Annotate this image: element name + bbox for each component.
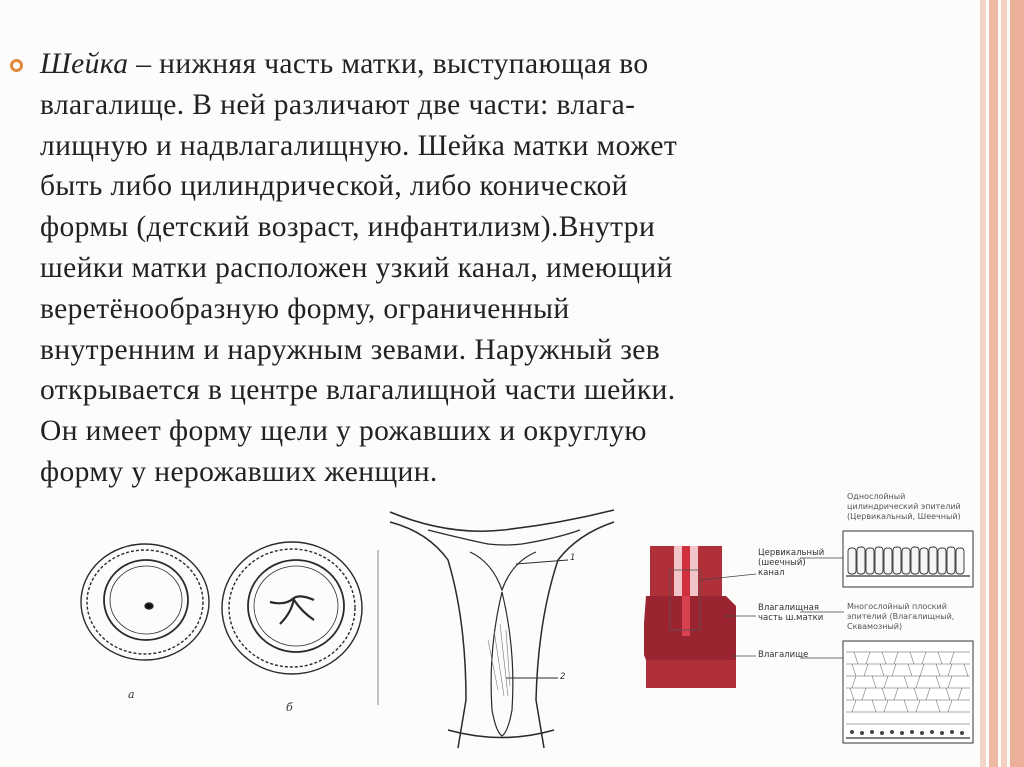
decor-stripe — [1001, 0, 1007, 767]
body-text — [40, 44, 920, 493]
text-line: быть либо цилиндрической, либо конической — [40, 170, 628, 203]
text-line — [40, 44, 920, 85]
label-text: (Цервикальный, Шеечный) — [847, 512, 961, 521]
label-text: Сквамозный) — [847, 622, 903, 631]
text-line: внутренним и наружным зевами. Наружный зев — [40, 333, 661, 366]
label-text: Влагалищная — [758, 603, 819, 613]
text-line: шейки матки расположен узкий канал, имеющий — [40, 251, 673, 284]
text-line: веретёнообразную форму, ограниченный — [40, 292, 570, 325]
decor-stripe — [989, 0, 998, 767]
sagittal-label-2: 2 — [560, 672, 566, 682]
text-line: лищную и надвлагалищную. Шейка матки может — [40, 129, 678, 162]
label-text: часть ш.матки — [758, 613, 824, 623]
label-text: цилиндрический эпителий — [847, 502, 961, 511]
text-line: влагалище. В ней различают две части: влага- — [40, 88, 636, 121]
bullet-icon — [10, 59, 23, 72]
figure-a-label: а — [128, 688, 135, 701]
sagittal-label-1: 1 — [570, 553, 576, 563]
decor-stripe — [980, 0, 986, 767]
label-text: эпителий (Влагалищный, — [847, 612, 955, 621]
squamous-epithelium-figure — [842, 640, 974, 744]
label-text: Цервикальный — [758, 548, 825, 558]
vagina-label: Влагалище — [758, 650, 809, 660]
decor-stripe — [1010, 0, 1024, 767]
external-os-figure — [70, 540, 380, 715]
text-line: формы (детский возраст, инфантилизм).Внутри — [40, 211, 656, 244]
columnar-epithelium-figure — [842, 530, 974, 588]
connector-lines — [800, 540, 845, 680]
label-text: Многослойный плоский — [847, 602, 947, 611]
term-sheika: Шейка — [40, 48, 129, 80]
text-line: форму у нерожавших женщин. — [40, 455, 438, 488]
label-text: (шеечный) — [758, 558, 806, 568]
epithelium-2-title — [847, 602, 954, 632]
cervix-canal-figure — [644, 540, 756, 690]
text-line: открывается в центре влагалищной части шейки. — [40, 374, 676, 407]
label-text: канал — [758, 568, 785, 578]
text-span: – нижняя часть матки, выступающая во — [128, 48, 649, 80]
epithelium-1-title — [847, 492, 961, 522]
label-text: Однослойный — [847, 492, 906, 501]
text-line: Он имеет форму щели у рожавших и округлую — [40, 415, 647, 448]
uterus-section-figure — [388, 500, 618, 750]
figure-b-label: б — [286, 701, 293, 714]
